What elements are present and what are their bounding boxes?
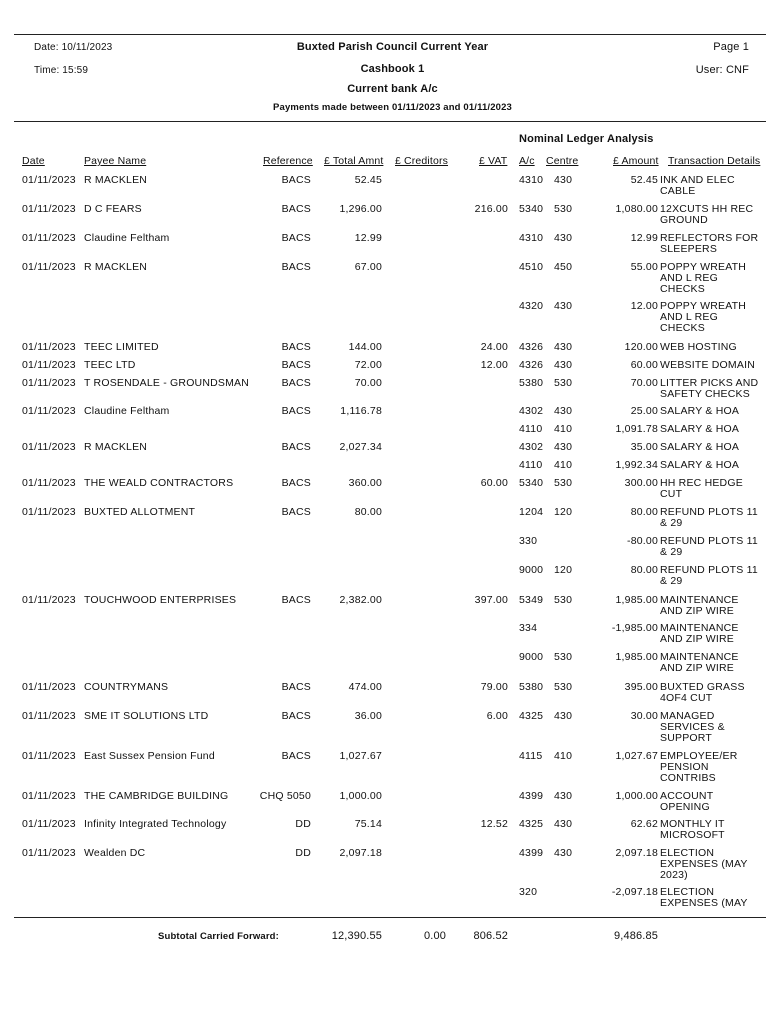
col-details: Transaction Details (668, 155, 761, 167)
row-total: 70.00 (354, 377, 382, 389)
row-payee: R MACKLEN (84, 261, 148, 273)
row-details: SALARY & HOA (660, 459, 740, 471)
row-payee: THE WEALD CONTRACTORS (84, 477, 234, 489)
row-centre: 410 (554, 423, 573, 435)
row-total: 1,296.00 (339, 203, 382, 215)
row-reference: BACS (281, 441, 311, 453)
row-vat: 24.00 (480, 341, 508, 353)
row-date: 01/11/2023 (22, 441, 76, 453)
subtotal-total: 12,390.55 (331, 930, 382, 942)
report-time: Time: 15:59 (34, 65, 89, 76)
row-amount: 12.99 (630, 232, 658, 244)
row-vat: 216.00 (474, 203, 508, 215)
row-payee: TEEC LIMITED (84, 341, 159, 353)
row-amount: 30.00 (630, 710, 658, 722)
row-details: REFLECTORS FOR SLEEPERS (660, 232, 759, 255)
col-ac: A/c (519, 155, 535, 167)
row-reference: BACS (281, 359, 311, 371)
row-amount: 2,097.18 (615, 847, 658, 859)
col-vat: £ VAT (479, 155, 508, 167)
row-centre: 430 (554, 341, 573, 353)
row-vat: 60.00 (480, 477, 508, 489)
row-payee: TOUCHWOOD ENTERPRISES (84, 594, 237, 606)
row-centre: 530 (554, 594, 573, 606)
report-date: Date: 10/11/2023 (34, 42, 113, 53)
row-total: 2,097.18 (339, 847, 382, 859)
row-reference: BACS (281, 261, 311, 273)
row-centre: 430 (554, 818, 573, 830)
row-payee: T ROSENDALE - GROUNDSMAN (84, 377, 250, 389)
subtotal-vat: 806.52 (473, 930, 508, 942)
row-centre: 530 (554, 203, 573, 215)
row-amount: 120.00 (624, 341, 658, 353)
row-date: 01/11/2023 (22, 232, 76, 244)
row-centre: 430 (554, 359, 573, 371)
row-payee: TEEC LTD (84, 359, 136, 371)
row-payee: East Sussex Pension Fund (84, 750, 215, 762)
row-vat: 79.00 (480, 681, 508, 693)
row-centre: 430 (554, 710, 573, 722)
row-ac: 4320 (519, 300, 544, 312)
row-total: 72.00 (354, 359, 382, 371)
row-amount: 1,985.00 (615, 651, 658, 663)
row-details: ACCOUNT OPENING (660, 790, 714, 813)
row-ac: 334 (519, 622, 538, 634)
row-date: 01/11/2023 (22, 506, 76, 518)
nominal-ledger-title: Nominal Ledger Analysis (519, 133, 654, 145)
row-vat: 6.00 (486, 710, 508, 722)
row-amount: 70.00 (630, 377, 658, 389)
row-date: 01/11/2023 (22, 750, 76, 762)
row-date: 01/11/2023 (22, 377, 76, 389)
row-centre: 430 (554, 300, 573, 312)
row-total: 75.14 (354, 818, 382, 830)
row-payee: R MACKLEN (84, 441, 148, 453)
row-amount: 25.00 (630, 405, 658, 417)
row-centre: 530 (554, 681, 573, 693)
row-date: 01/11/2023 (22, 790, 76, 802)
row-total: 474.00 (348, 681, 382, 693)
row-reference: BACS (281, 174, 311, 186)
subtotal-creditors: 0.00 (423, 930, 446, 942)
row-centre: 410 (554, 750, 573, 762)
row-centre: 410 (554, 459, 573, 471)
row-details: BUXTED GRASS 4OF4 CUT (660, 681, 745, 704)
row-ac: 4510 (519, 261, 544, 273)
row-amount: 52.45 (630, 174, 658, 186)
user-name: User: CNF (695, 64, 749, 76)
row-details: REFUND PLOTS 11 & 29 (660, 506, 758, 529)
row-ac: 4325 (519, 710, 544, 722)
row-total: 12.99 (354, 232, 382, 244)
row-ac: 4302 (519, 441, 544, 453)
row-payee: BUXTED ALLOTMENT (84, 506, 196, 518)
row-ac: 5340 (519, 477, 544, 489)
row-date: 01/11/2023 (22, 341, 76, 353)
row-reference: BACS (281, 377, 311, 389)
row-reference: CHQ 5050 (259, 790, 311, 802)
subtotal-label: Subtotal Carried Forward: (158, 931, 279, 942)
col-reference: Reference (263, 155, 313, 167)
row-ac: 4310 (519, 232, 544, 244)
row-payee: SME IT SOLUTIONS LTD (84, 710, 209, 722)
header-rule (14, 121, 766, 122)
row-amount: 35.00 (630, 441, 658, 453)
col-amount: £ Amount (613, 155, 659, 167)
row-centre: 120 (554, 506, 573, 518)
row-payee: COUNTRYMANS (84, 681, 169, 693)
row-total: 2,027.34 (339, 441, 382, 453)
row-total: 360.00 (348, 477, 382, 489)
council-title: Buxted Parish Council Current Year (296, 41, 489, 53)
row-details: WEBSITE DOMAIN (660, 359, 755, 371)
row-payee: THE CAMBRIDGE BUILDING (84, 790, 229, 802)
row-ac: 4326 (519, 341, 544, 353)
col-payee: Payee Name (84, 155, 147, 167)
row-details: REFUND PLOTS 11 & 29 (660, 564, 758, 587)
row-ac: 4110 (519, 459, 543, 471)
row-ac: 1204 (519, 506, 544, 518)
row-ac: 5380 (519, 377, 544, 389)
row-centre: 530 (554, 377, 573, 389)
row-payee: Claudine Feltham (84, 232, 170, 244)
row-reference: BACS (281, 405, 311, 417)
row-amount: 1,080.00 (615, 203, 658, 215)
row-date: 01/11/2023 (22, 847, 76, 859)
row-amount: 1,027.67 (615, 750, 658, 762)
row-date: 01/11/2023 (22, 174, 76, 186)
row-amount: -1,985.00 (611, 622, 658, 634)
row-ac: 4302 (519, 405, 544, 417)
row-reference: DD (295, 818, 311, 830)
row-details: MAINTENANCE AND ZIP WIRE (660, 651, 739, 674)
row-details: SALARY & HOA (660, 423, 740, 435)
row-ac: 4110 (519, 423, 543, 435)
row-reference: BACS (281, 341, 311, 353)
row-vat: 12.00 (480, 359, 508, 371)
row-date: 01/11/2023 (22, 818, 76, 830)
page-number: Page 1 (713, 41, 749, 53)
row-date: 01/11/2023 (22, 359, 76, 371)
row-reference: BACS (281, 477, 311, 489)
row-reference: BACS (281, 750, 311, 762)
col-total: £ Total Amnt (324, 155, 384, 167)
row-ac: 5349 (519, 594, 544, 606)
row-reference: BACS (281, 203, 311, 215)
row-ac: 4325 (519, 818, 544, 830)
row-total: 1,000.00 (339, 790, 382, 802)
row-centre: 430 (554, 847, 573, 859)
row-ac: 5340 (519, 203, 544, 215)
row-details: POPPY WREATH AND L REG CHECKS (660, 300, 747, 334)
row-date: 01/11/2023 (22, 681, 76, 693)
row-ac: 5380 (519, 681, 544, 693)
row-total: 67.00 (354, 261, 382, 273)
row-payee: Infinity Integrated Technology (84, 818, 227, 830)
row-centre: 430 (554, 405, 573, 417)
row-ac: 9000 (519, 651, 544, 663)
row-vat: 397.00 (474, 594, 508, 606)
row-details: LITTER PICKS AND SAFETY CHECKS (660, 377, 759, 400)
row-centre: 430 (554, 790, 573, 802)
row-centre: 430 (554, 174, 573, 186)
row-amount: 300.00 (624, 477, 658, 489)
row-amount: -2,097.18 (611, 886, 658, 898)
row-total: 80.00 (354, 506, 382, 518)
row-details: REFUND PLOTS 11 & 29 (660, 535, 758, 558)
row-details: WEB HOSTING (660, 341, 737, 353)
row-amount: 1,000.00 (615, 790, 658, 802)
row-details: ELECTION EXPENSES (MAY (660, 886, 748, 909)
row-vat: 12.52 (480, 818, 508, 830)
row-ac: 4399 (519, 847, 544, 859)
row-details: HH REC HEDGE CUT (660, 477, 743, 500)
row-details: POPPY WREATH AND L REG CHECKS (660, 261, 747, 295)
row-amount: 1,985.00 (615, 594, 658, 606)
row-details: ELECTION EXPENSES (MAY 2023) (660, 847, 748, 881)
row-amount: 1,091.78 (615, 423, 658, 435)
row-payee: D C FEARS (84, 203, 142, 215)
row-details: MANAGED SERVICES & SUPPORT (660, 710, 725, 744)
row-reference: DD (295, 847, 311, 859)
row-details: EMPLOYEE/ER PENSION CONTRIBS (660, 750, 738, 784)
row-payee: Claudine Feltham (84, 405, 170, 417)
row-total: 144.00 (348, 341, 382, 353)
row-amount: 55.00 (630, 261, 658, 273)
row-ac: 4399 (519, 790, 544, 802)
col-creditors: £ Creditors (395, 155, 449, 167)
row-date: 01/11/2023 (22, 203, 76, 215)
row-date: 01/11/2023 (22, 594, 76, 606)
row-total: 52.45 (354, 174, 382, 186)
row-details: 12XCUTS HH REC GROUND (660, 203, 754, 226)
row-centre: 430 (554, 441, 573, 453)
col-date: Date (22, 155, 45, 167)
row-centre: 530 (554, 651, 573, 663)
row-details: SALARY & HOA (660, 441, 740, 453)
row-ac: 9000 (519, 564, 544, 576)
row-details: INK AND ELEC CABLE (660, 174, 735, 197)
row-date: 01/11/2023 (22, 405, 76, 417)
cashbook-title: Cashbook 1 (360, 63, 425, 75)
row-amount: 80.00 (630, 564, 658, 576)
row-total: 1,116.78 (340, 405, 382, 417)
subtotal-rule (14, 917, 766, 918)
row-reference: BACS (281, 506, 311, 518)
account-title: Current bank A/c (347, 83, 438, 95)
row-amount: 12.00 (630, 300, 658, 312)
row-amount: 62.62 (630, 818, 658, 830)
row-date: 01/11/2023 (22, 477, 76, 489)
col-centre: Centre (546, 155, 579, 167)
row-centre: 450 (554, 261, 573, 273)
row-amount: 1,992.34 (615, 459, 658, 471)
row-amount: 395.00 (624, 681, 658, 693)
row-ac: 4310 (519, 174, 544, 186)
row-total: 36.00 (354, 710, 382, 722)
row-details: SALARY & HOA (660, 405, 740, 417)
row-ac: 330 (519, 535, 538, 547)
row-total: 2,382.00 (339, 594, 382, 606)
row-ac: 4326 (519, 359, 544, 371)
row-centre: 430 (554, 232, 573, 244)
row-reference: BACS (281, 232, 311, 244)
subtotal-amount: 9,486.85 (613, 930, 658, 942)
row-amount: 60.00 (630, 359, 658, 371)
payments-period: Payments made between 01/11/2023 and 01/11/2023 (273, 102, 512, 113)
row-reference: BACS (281, 710, 311, 722)
row-ac: 4115 (519, 750, 543, 762)
row-ac: 320 (519, 886, 538, 898)
row-date: 01/11/2023 (22, 261, 76, 273)
row-details: MAINTENANCE AND ZIP WIRE (660, 622, 739, 645)
row-payee: R MACKLEN (84, 174, 148, 186)
row-centre: 120 (554, 564, 573, 576)
row-details: MONTHLY IT MICROSOFT (660, 818, 725, 841)
row-amount: -80.00 (627, 535, 658, 547)
row-total: 1,027.67 (339, 750, 382, 762)
top-rule (14, 34, 766, 35)
row-payee: Wealden DC (84, 847, 146, 859)
row-centre: 530 (554, 477, 573, 489)
row-reference: BACS (281, 681, 311, 693)
row-details: MAINTENANCE AND ZIP WIRE (660, 594, 739, 617)
row-date: 01/11/2023 (22, 710, 76, 722)
row-amount: 80.00 (630, 506, 658, 518)
row-reference: BACS (281, 594, 311, 606)
